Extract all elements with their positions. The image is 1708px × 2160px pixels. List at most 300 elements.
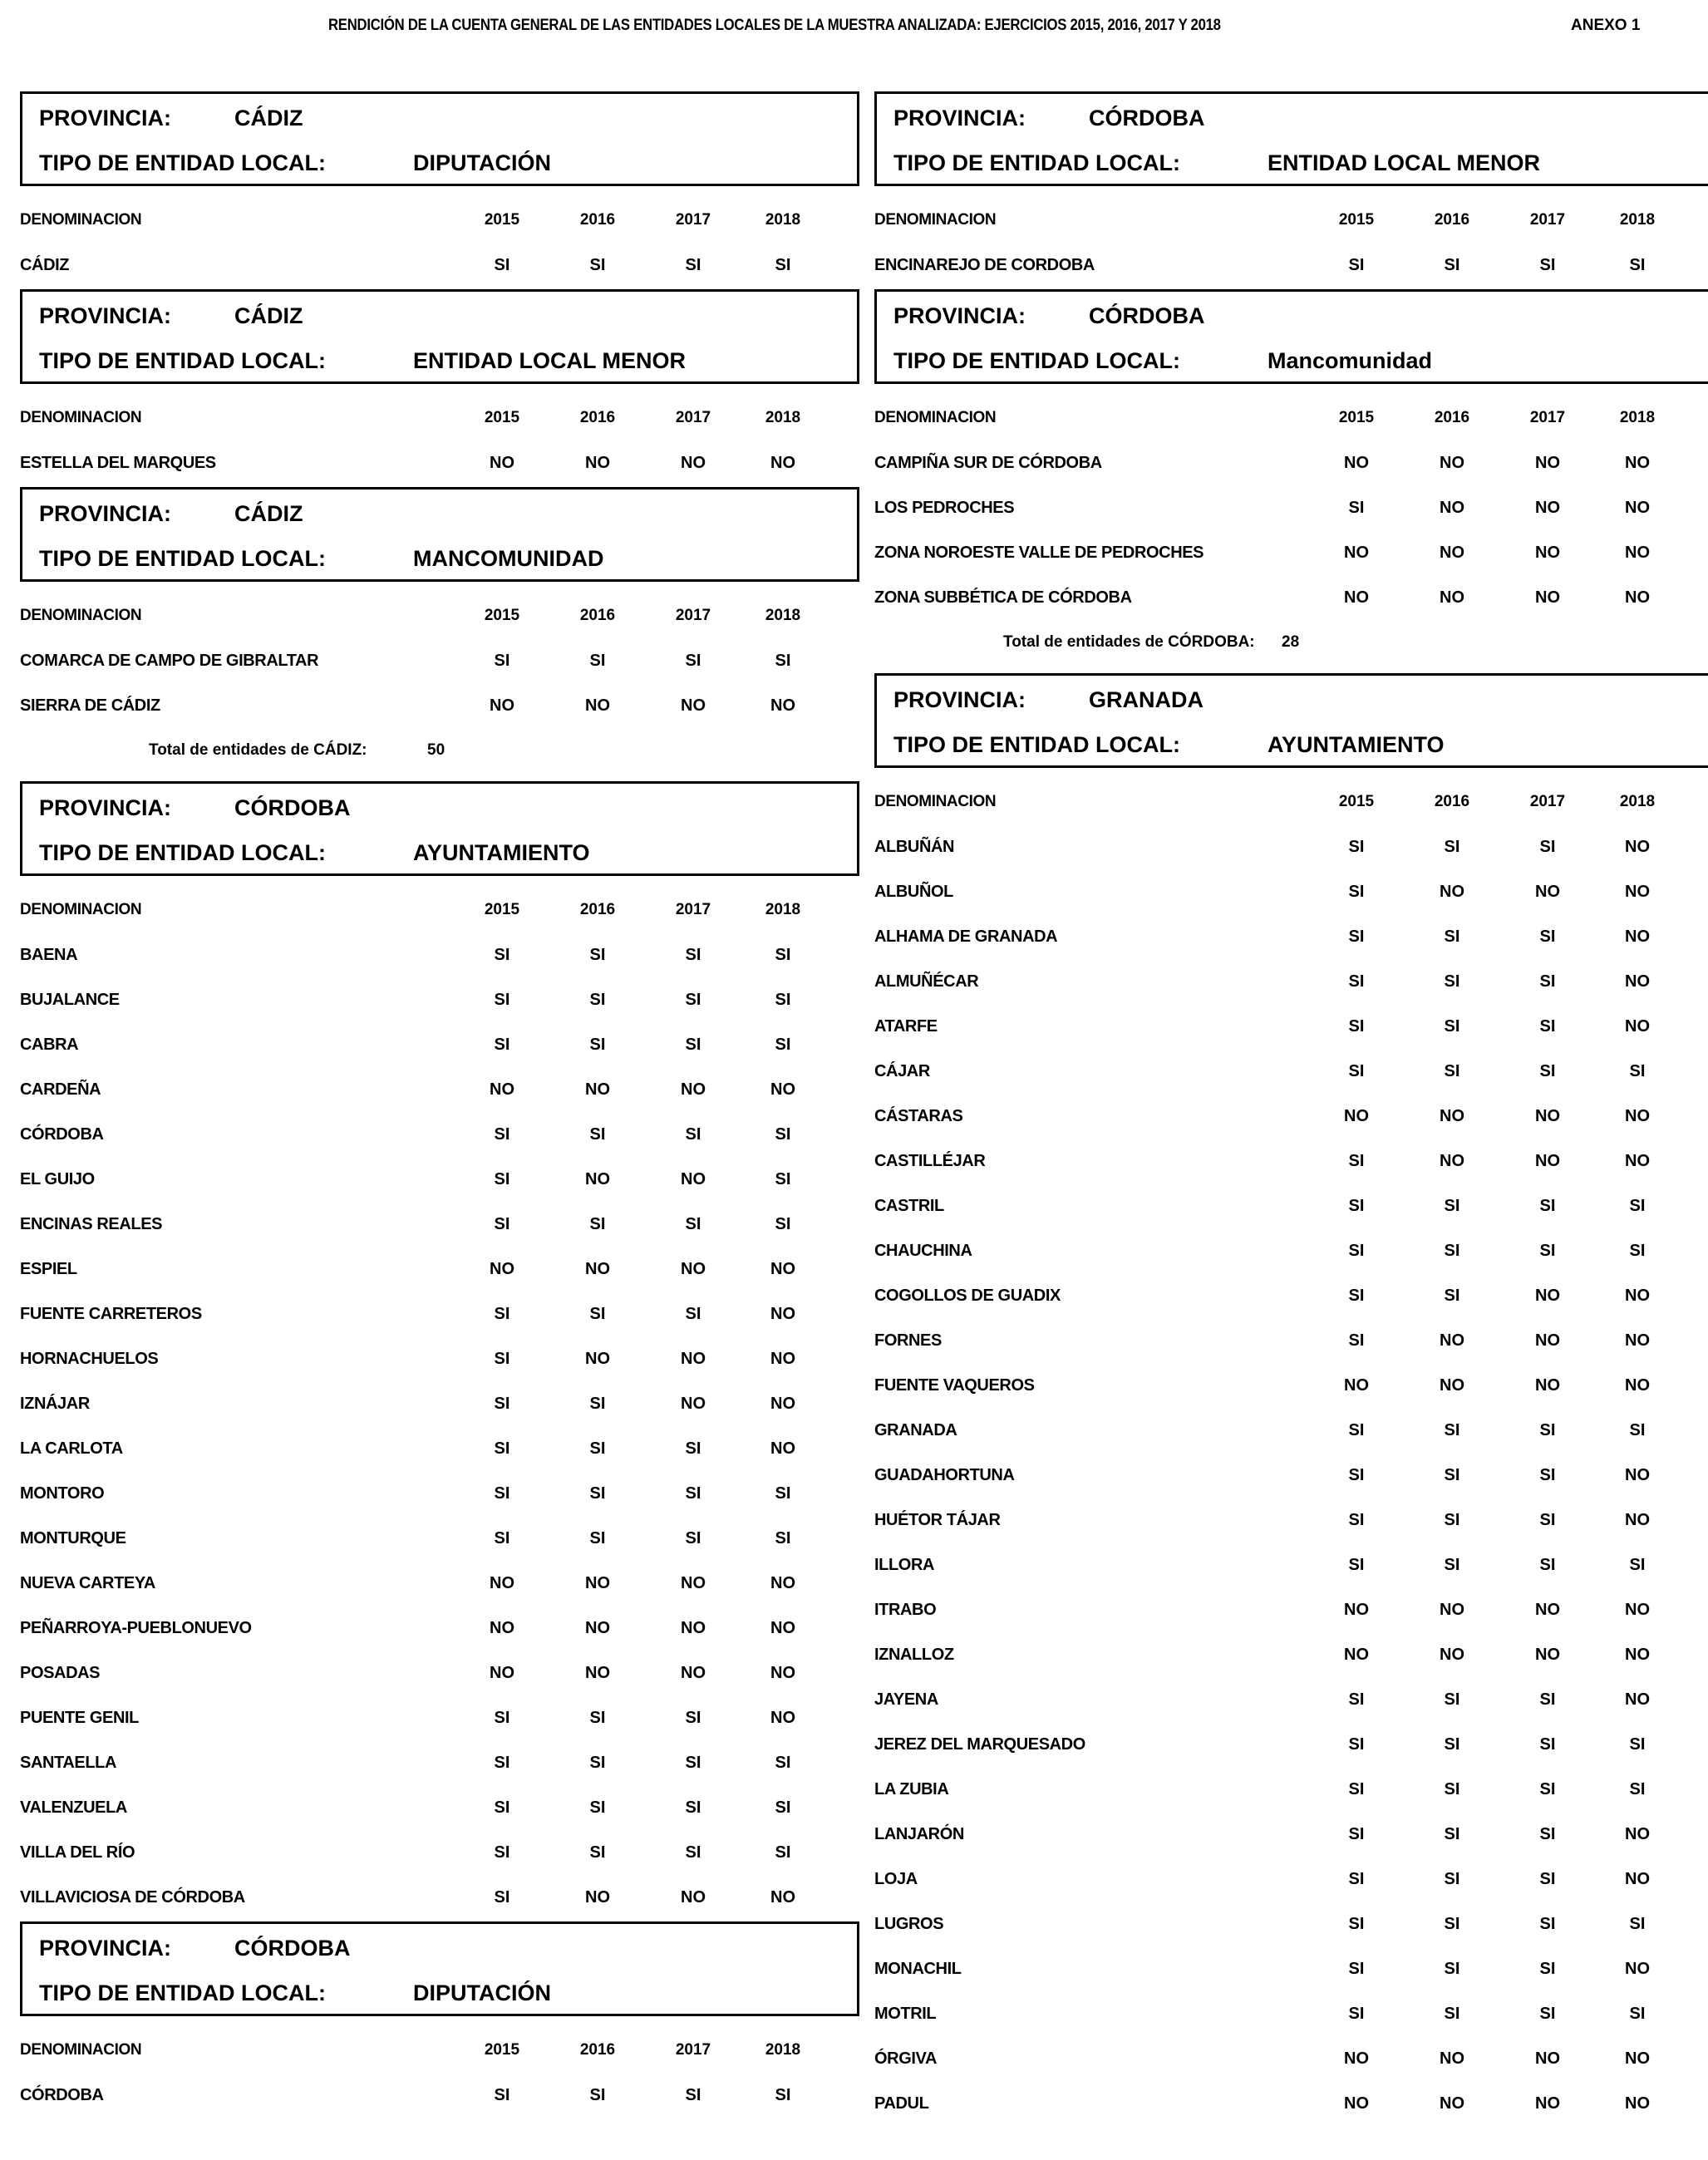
status-cell: NO: [1625, 1376, 1650, 1395]
entity-name: MOTRIL: [874, 2005, 937, 2023]
status-cell: SI: [775, 1798, 791, 1817]
year-header: 2017: [1529, 793, 1566, 810]
denomination-header: DENOMINACION: [20, 901, 142, 918]
table-row: [874, 1544, 1708, 1589]
status-cell: SI: [1348, 1152, 1365, 1170]
table-row: [874, 532, 1708, 577]
entity-name: CÁSTARAS: [874, 1107, 963, 1125]
status-cell: SI: [494, 256, 510, 274]
status-cell: NO: [1440, 1646, 1464, 1664]
status-cell: SI: [494, 1125, 510, 1144]
status-cell: SI: [1348, 1017, 1365, 1036]
year-header: 2018: [765, 2041, 801, 2059]
status-cell: SI: [1348, 1331, 1365, 1350]
status-cell: SI: [494, 1798, 510, 1817]
status-cell: SI: [1348, 972, 1365, 991]
status-cell: NO: [1625, 1646, 1650, 1664]
status-cell: SI: [1444, 1960, 1460, 1978]
table-header-row: [20, 399, 859, 442]
section-header: [874, 289, 1708, 384]
status-cell: NO: [585, 1170, 610, 1188]
status-cell: NO: [1625, 1511, 1650, 1529]
status-cell: NO: [1440, 1376, 1464, 1395]
entity-name: ALMUÑÉCAR: [874, 972, 979, 991]
status-cell: SI: [685, 1843, 701, 1862]
status-cell: SI: [1348, 1870, 1365, 1888]
denomination-header: DENOMINACION: [874, 211, 997, 229]
year-header: 2018: [765, 607, 801, 624]
table-row: [874, 1858, 1708, 1903]
status-cell: SI: [589, 1305, 606, 1323]
year-header: 2018: [765, 409, 801, 426]
year-header: 2015: [484, 901, 520, 918]
status-cell: SI: [1539, 1735, 1556, 1754]
entity-type-value: ENTIDAD LOCAL MENOR: [1267, 150, 1540, 175]
status-cell: NO: [585, 1080, 610, 1099]
table-row: [874, 1050, 1708, 1095]
status-cell: SI: [685, 1439, 701, 1458]
table-header-row: [874, 783, 1708, 826]
entity-name: ENCINAREJO DE CORDOBA: [874, 256, 1095, 274]
entity-name: ATARFE: [874, 1017, 938, 1036]
entity-name: COMARCA DE CAMPO DE GIBRALTAR: [20, 652, 319, 670]
year-header: 2015: [484, 2041, 520, 2059]
table-row: [874, 1185, 1708, 1230]
status-cell: SI: [589, 1439, 606, 1458]
province-name: CÁDIZ: [234, 106, 303, 130]
table-row: [874, 1813, 1708, 1858]
year-header: 2018: [765, 901, 801, 918]
status-cell: SI: [1629, 1556, 1646, 1574]
entity-name: BAENA: [20, 946, 78, 964]
status-cell: NO: [490, 454, 514, 472]
status-cell: NO: [770, 1395, 795, 1413]
table-row: [20, 1518, 859, 1562]
status-cell: NO: [1440, 454, 1464, 472]
status-cell: SI: [685, 256, 701, 274]
status-cell: NO: [1535, 1287, 1560, 1305]
status-cell: SI: [685, 1305, 701, 1323]
status-cell: SI: [1444, 1421, 1460, 1439]
table-row: [20, 1159, 859, 1203]
entity-name: ESTELLA DEL MARQUES: [20, 454, 216, 472]
entity-name: CÁJAR: [874, 1062, 930, 1080]
status-cell: NO: [1344, 544, 1369, 562]
status-cell: SI: [1348, 1062, 1365, 1080]
status-cell: SI: [1629, 1242, 1646, 1260]
status-cell: SI: [1444, 1062, 1460, 1080]
status-cell: NO: [681, 1350, 706, 1368]
status-cell: NO: [1535, 499, 1560, 517]
denomination-header: DENOMINACION: [874, 409, 997, 426]
table-row: [20, 1338, 859, 1383]
status-cell: SI: [1444, 1690, 1460, 1709]
status-cell: SI: [1629, 2005, 1646, 2023]
status-cell: SI: [685, 1709, 701, 1727]
status-cell: NO: [1625, 1331, 1650, 1350]
table-row: [20, 1203, 859, 1248]
status-cell: SI: [1348, 1511, 1365, 1529]
table-row: [874, 1365, 1708, 1410]
table-header-row: [874, 399, 1708, 442]
status-cell: SI: [494, 1350, 510, 1368]
year-header: 2017: [675, 901, 711, 918]
status-cell: SI: [1539, 1825, 1556, 1843]
table-row: [20, 1428, 859, 1473]
status-cell: SI: [589, 1484, 606, 1503]
table-row: [20, 979, 859, 1024]
status-cell: NO: [490, 696, 514, 715]
entity-name: ILLORA: [874, 1556, 935, 1574]
status-cell: NO: [770, 1574, 795, 1592]
table-row: [20, 1293, 859, 1338]
status-cell: SI: [775, 1529, 791, 1547]
status-cell: NO: [585, 1664, 610, 1682]
status-cell: NO: [770, 1709, 795, 1727]
status-cell: SI: [589, 1215, 606, 1233]
year-header: 2017: [675, 211, 711, 229]
entity-name: CASTRIL: [874, 1197, 944, 1215]
status-cell: SI: [1348, 838, 1365, 856]
total-value: 50: [427, 741, 445, 759]
status-cell: SI: [1444, 1915, 1460, 1933]
status-cell: NO: [1625, 1287, 1650, 1305]
entity-type-label: TIPO DE ENTIDAD LOCAL:: [39, 150, 326, 175]
status-cell: NO: [585, 1260, 610, 1278]
left-column: [20, 91, 859, 2119]
status-cell: NO: [1625, 838, 1650, 856]
status-cell: NO: [1625, 1466, 1650, 1484]
status-cell: SI: [494, 1215, 510, 1233]
status-cell: SI: [1444, 1511, 1460, 1529]
province-name: CÓRDOBA: [234, 795, 351, 820]
annex-label: ANEXO 1: [1571, 17, 1641, 34]
status-cell: SI: [494, 1888, 510, 1907]
status-cell: SI: [494, 1843, 510, 1862]
status-cell: NO: [490, 1664, 514, 1682]
status-cell: SI: [685, 946, 701, 964]
entity-name: ÓRGIVA: [874, 2049, 938, 2068]
status-cell: SI: [589, 2086, 606, 2104]
status-cell: SI: [685, 1754, 701, 1772]
status-cell: SI: [1539, 838, 1556, 856]
status-cell: NO: [1625, 927, 1650, 946]
table-row: [20, 934, 859, 979]
status-cell: NO: [1625, 1870, 1650, 1888]
status-cell: SI: [589, 1709, 606, 1727]
entity-name: GUADAHORTUNA: [874, 1466, 1015, 1484]
entity-name: CHAUCHINA: [874, 1242, 972, 1260]
status-cell: SI: [1539, 1421, 1556, 1439]
status-cell: NO: [770, 1260, 795, 1278]
status-cell: NO: [1625, 972, 1650, 991]
status-cell: NO: [1535, 1331, 1560, 1350]
status-cell: SI: [1539, 1197, 1556, 1215]
status-cell: SI: [494, 2086, 510, 2104]
table-header-row: [20, 201, 859, 244]
year-header: 2015: [484, 211, 520, 229]
entity-type-label: TIPO DE ENTIDAD LOCAL:: [893, 150, 1180, 175]
status-cell: NO: [1344, 1646, 1369, 1664]
status-cell: SI: [1539, 1690, 1556, 1709]
status-cell: SI: [494, 1484, 510, 1503]
section-header: [20, 487, 859, 582]
entity-name: CÓRDOBA: [20, 2086, 104, 2104]
denomination-header: DENOMINACION: [20, 409, 142, 426]
status-cell: SI: [1629, 1197, 1646, 1215]
province-label: PROVINCIA:: [39, 795, 172, 820]
status-cell: NO: [1625, 2049, 1650, 2068]
entity-type-label: TIPO DE ENTIDAD LOCAL:: [39, 840, 326, 865]
status-cell: SI: [589, 1395, 606, 1413]
status-cell: NO: [1535, 2049, 1560, 2068]
entity-name: MONACHIL: [874, 1960, 962, 1978]
status-cell: SI: [685, 1529, 701, 1547]
year-header: 2016: [579, 901, 616, 918]
entity-name: FUENTE CARRETEROS: [20, 1305, 202, 1323]
entity-type-label: TIPO DE ENTIDAD LOCAL:: [39, 348, 326, 373]
status-cell: SI: [494, 946, 510, 964]
entity-name: LUGROS: [874, 1915, 944, 1933]
status-cell: NO: [1440, 499, 1464, 517]
status-cell: SI: [1348, 1825, 1365, 1843]
status-cell: NO: [681, 1664, 706, 1682]
entity-section: [874, 289, 1708, 622]
status-cell: NO: [1440, 1331, 1464, 1350]
entity-name: HUÉTOR TÁJAR: [874, 1511, 1001, 1529]
status-cell: NO: [770, 454, 795, 472]
status-cell: NO: [770, 696, 795, 715]
status-cell: NO: [1535, 1152, 1560, 1170]
right-column: [874, 91, 1708, 2128]
status-cell: SI: [1539, 2005, 1556, 2023]
status-cell: NO: [1344, 2094, 1369, 2113]
status-cell: NO: [1535, 454, 1560, 472]
status-cell: NO: [681, 1888, 706, 1907]
status-cell: NO: [1440, 2094, 1464, 2113]
status-cell: NO: [490, 1260, 514, 1278]
status-cell: SI: [1348, 1197, 1365, 1215]
entity-name: GRANADA: [874, 1421, 957, 1439]
status-cell: NO: [1535, 1107, 1560, 1125]
province-total: [874, 622, 1708, 673]
status-cell: SI: [1539, 1780, 1556, 1798]
table-row: [874, 1724, 1708, 1769]
status-cell: SI: [1539, 256, 1556, 274]
status-cell: SI: [685, 1215, 701, 1233]
table-row: [874, 442, 1708, 487]
status-cell: SI: [1539, 927, 1556, 946]
status-cell: NO: [1625, 1107, 1650, 1125]
status-cell: NO: [1344, 2049, 1369, 2068]
status-cell: SI: [1348, 1735, 1365, 1754]
status-cell: NO: [1625, 1152, 1650, 1170]
entity-name: JEREZ DEL MARQUESADO: [874, 1735, 1085, 1754]
status-cell: SI: [685, 991, 701, 1009]
status-cell: SI: [494, 1395, 510, 1413]
denomination-header: DENOMINACION: [20, 2041, 142, 2059]
entity-section: [20, 1921, 859, 2119]
status-cell: SI: [589, 1754, 606, 1772]
status-cell: SI: [1539, 1062, 1556, 1080]
entity-section: [20, 91, 859, 289]
province-label: PROVINCIA:: [39, 303, 172, 328]
entity-name: ALBUÑOL: [874, 883, 953, 901]
entity-name: PUENTE GENIL: [20, 1709, 139, 1727]
status-cell: NO: [1440, 1601, 1464, 1619]
entity-name: CÁDIZ: [20, 256, 70, 274]
status-cell: SI: [494, 1305, 510, 1323]
province-label: PROVINCIA:: [39, 106, 172, 130]
table-row: [874, 1499, 1708, 1544]
status-cell: SI: [775, 1843, 791, 1862]
status-cell: NO: [585, 454, 610, 472]
year-header: 2017: [1529, 409, 1566, 426]
table-row: [874, 961, 1708, 1006]
status-cell: SI: [494, 1439, 510, 1458]
status-cell: SI: [775, 2086, 791, 2104]
status-cell: NO: [1440, 588, 1464, 607]
status-cell: NO: [1535, 2094, 1560, 2113]
table-row: [20, 640, 859, 685]
table-row: [874, 1095, 1708, 1140]
status-cell: SI: [1629, 1421, 1646, 1439]
table-row: [874, 826, 1708, 871]
province-total: [20, 730, 859, 781]
status-cell: NO: [1625, 1017, 1650, 1036]
status-cell: NO: [770, 1350, 795, 1368]
status-cell: NO: [585, 696, 610, 715]
entity-name: FUENTE VAQUEROS: [874, 1376, 1035, 1395]
province-label: PROVINCIA:: [893, 687, 1026, 712]
table-row: [20, 2074, 859, 2119]
year-header: 2016: [1434, 793, 1470, 810]
status-cell: NO: [1344, 1601, 1369, 1619]
year-header: 2018: [1619, 211, 1656, 229]
table-row: [874, 2083, 1708, 2128]
year-header: 2018: [765, 211, 801, 229]
entity-name: LA CARLOTA: [20, 1439, 123, 1458]
status-cell: NO: [490, 1619, 514, 1637]
table-header-row: [20, 891, 859, 934]
entity-name: SIERRA DE CÁDIZ: [20, 696, 160, 715]
status-cell: SI: [1539, 1242, 1556, 1260]
year-header: 2017: [675, 2041, 711, 2059]
denomination-header: DENOMINACION: [874, 793, 997, 810]
total-label: Total de entidades de CÓRDOBA:: [1003, 633, 1255, 651]
entity-name: VILLAVICIOSA DE CÓRDOBA: [20, 1888, 245, 1907]
table-row: [874, 1634, 1708, 1679]
status-cell: NO: [1440, 1107, 1464, 1125]
status-cell: SI: [685, 1798, 701, 1817]
status-cell: NO: [1535, 1601, 1560, 1619]
entity-name: NUEVA CARTEYA: [20, 1574, 155, 1592]
entity-name: PEÑARROYA-PUEBLONUEVO: [20, 1619, 252, 1637]
entity-name: COGOLLOS DE GUADIX: [874, 1287, 1061, 1305]
denomination-header: DENOMINACION: [20, 211, 142, 229]
status-cell: NO: [681, 1080, 706, 1099]
entity-name: POSADAS: [20, 1664, 101, 1682]
status-cell: NO: [1625, 544, 1650, 562]
province-label: PROVINCIA:: [39, 501, 172, 526]
table-row: [20, 1562, 859, 1607]
table-row: [20, 1832, 859, 1877]
status-cell: SI: [1444, 1197, 1460, 1215]
table-row: [20, 1607, 859, 1652]
province-name: CÁDIZ: [234, 501, 303, 526]
status-cell: SI: [494, 1529, 510, 1547]
year-header: 2015: [1338, 793, 1375, 810]
table-row: [874, 2038, 1708, 2083]
section-header: [874, 91, 1708, 186]
entity-type-value: DIPUTACIÓN: [413, 1980, 551, 2005]
status-cell: SI: [589, 1529, 606, 1547]
entity-name: CAMPIÑA SUR DE CÓRDOBA: [874, 454, 1102, 472]
table-row: [874, 1769, 1708, 1813]
status-cell: SI: [494, 1709, 510, 1727]
year-header: 2016: [579, 409, 616, 426]
status-cell: SI: [494, 1170, 510, 1188]
status-cell: NO: [681, 1395, 706, 1413]
section-header: [20, 781, 859, 876]
table-row: [874, 1230, 1708, 1275]
entity-type-value: AYUNTAMIENTO: [413, 840, 590, 865]
status-cell: SI: [1539, 1960, 1556, 1978]
status-cell: NO: [1625, 1601, 1650, 1619]
denomination-header: DENOMINACION: [20, 607, 142, 624]
status-cell: SI: [685, 1125, 701, 1144]
status-cell: NO: [1535, 588, 1560, 607]
status-cell: SI: [589, 1798, 606, 1817]
entity-name: LA ZUBIA: [874, 1780, 949, 1798]
entity-name: IZNÁJAR: [20, 1395, 90, 1413]
status-cell: NO: [1625, 1960, 1650, 1978]
year-header: 2017: [675, 409, 711, 426]
entity-name: CARDEÑA: [20, 1080, 101, 1099]
entity-name: FORNES: [874, 1331, 942, 1350]
status-cell: SI: [1348, 1690, 1365, 1709]
year-header: 2017: [675, 607, 711, 624]
entity-name: ENCINAS REALES: [20, 1215, 163, 1233]
table-row: [20, 1697, 859, 1742]
status-cell: NO: [770, 1664, 795, 1682]
status-cell: NO: [1625, 499, 1650, 517]
status-cell: SI: [1539, 972, 1556, 991]
status-cell: SI: [775, 652, 791, 670]
total-value: 28: [1282, 633, 1300, 651]
table-row: [20, 1248, 859, 1293]
status-cell: NO: [1440, 2049, 1464, 2068]
entity-section: [874, 673, 1708, 2128]
province-name: CÁDIZ: [234, 303, 303, 328]
status-cell: SI: [775, 1484, 791, 1503]
status-cell: SI: [1444, 1242, 1460, 1260]
table-row: [874, 1589, 1708, 1634]
entity-name: VALENZUELA: [20, 1798, 127, 1817]
section-header: [874, 673, 1708, 768]
document-title: RENDICIÓN DE LA CUENTA GENERAL DE LAS ENTIDADES LOCALES DE LA MUESTRA ANALIZADA: EJERCICIOS 2015, 2016, 2017 Y 2018: [328, 17, 1221, 34]
table-row: [874, 871, 1708, 916]
status-cell: SI: [589, 1036, 606, 1054]
year-header: 2015: [1338, 409, 1375, 426]
province-name: CÓRDOBA: [234, 1936, 351, 1961]
status-cell: SI: [1444, 1825, 1460, 1843]
entity-name: CABRA: [20, 1036, 79, 1054]
status-cell: SI: [685, 1036, 701, 1054]
status-cell: NO: [1440, 544, 1464, 562]
status-cell: SI: [589, 256, 606, 274]
table-row: [874, 1903, 1708, 1948]
